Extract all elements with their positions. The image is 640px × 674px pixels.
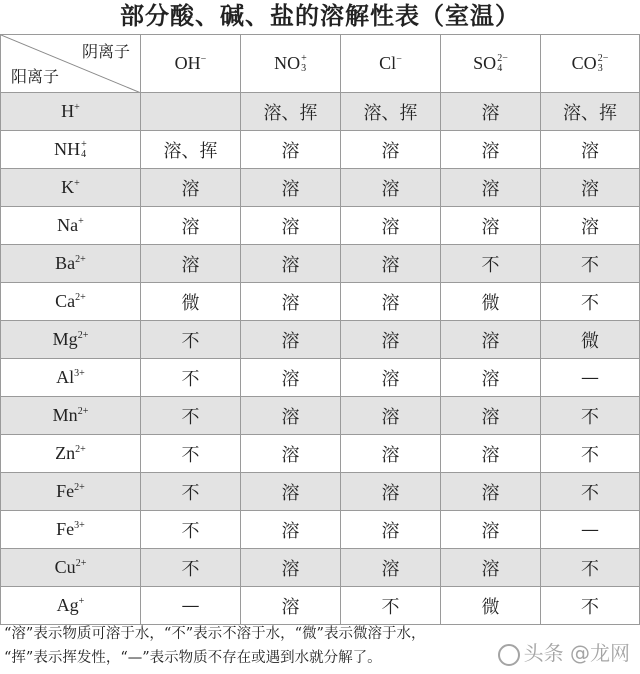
solubility-cell: 溶 [341,549,441,587]
ion-subscript: 4 [497,63,503,75]
solubility-cell: 不 [541,435,640,473]
ion-charge: 2+ [75,254,86,265]
solubility-cell: 不 [541,473,640,511]
ion-subscript: 3 [301,63,307,75]
table-row [1,283,640,321]
cation-formula [56,519,85,539]
ion-subscript: 4 [81,149,87,161]
solubility-cell: 溶 [341,397,441,435]
ion-symbol: Al [56,367,75,387]
table-row [1,93,640,131]
table-row [1,473,640,511]
solubility-cell: — [141,587,241,625]
solubility-cell: 溶 [341,359,441,397]
ion-charge: 2− [497,53,508,65]
anion-formula [274,53,307,73]
ion-subscript: 3 [597,63,603,75]
anion-formula [175,53,207,73]
solubility-cell: 溶 [241,321,341,359]
table-row [1,587,640,625]
ion-symbol: K [61,177,75,197]
solubility-cell: 溶 [341,321,441,359]
ion-charge: 2+ [75,558,87,569]
cation-cell [1,245,141,283]
cation-cell [1,473,141,511]
solubility-cell: 溶 [241,207,341,245]
ion-symbol: NO [274,52,301,73]
cation-formula [55,253,86,273]
solubility-cell: 溶 [541,207,640,245]
anion-axis-label: 阴离子 [81,42,130,61]
solubility-cell: 溶 [541,131,640,169]
corner-header [1,35,141,93]
solubility-cell: 溶、挥 [341,93,441,131]
table-row [1,397,640,435]
watermark [498,637,630,666]
ion-charge: 2+ [77,406,89,417]
solubility-cell: 溶 [241,169,341,207]
ion-charge: + [81,139,87,151]
solubility-cell: 溶 [341,473,441,511]
ion-charge: 2+ [75,292,86,303]
solubility-cell: 溶 [341,283,441,321]
anion-formula [379,53,402,73]
solubility-cell: 不 [541,587,640,625]
solubility-cell: — [541,359,640,397]
cation-cell [1,359,141,397]
solubility-cell: 溶 [241,549,341,587]
cation-formula [55,291,86,311]
table-row [1,359,640,397]
ion-charge: + [74,178,80,189]
solubility-cell: — [541,511,640,549]
solubility-cell: 溶、挥 [141,131,241,169]
ion-symbol: Ag [56,595,79,615]
ion-charge: 2+ [74,482,85,493]
solubility-cell: 溶 [441,435,541,473]
cation-cell [1,207,141,245]
cation-cell [1,131,141,169]
solubility-cell: 不 [141,435,241,473]
ion-symbol: Fe [56,519,75,539]
solubility-cell: 溶 [341,207,441,245]
solubility-cell: 溶 [341,245,441,283]
table-row [1,549,640,587]
cation-cell [1,587,141,625]
ion-symbol: OH [174,53,201,73]
solubility-cell: 溶 [441,473,541,511]
solubility-cell: 溶 [441,131,541,169]
cation-formula [61,101,80,121]
ion-charge: 3+ [74,520,85,531]
solubility-cell: 溶、挥 [541,93,640,131]
cation-formula [56,481,85,501]
cation-cell [1,511,141,549]
solubility-cell: 不 [141,359,241,397]
ion-charge: + [74,102,80,113]
solubility-cell: 溶 [441,397,541,435]
cation-formula [57,215,84,235]
solubility-cell: 溶、挥 [241,93,341,131]
ion-symbol: Mg [52,329,78,349]
solubility-cell: 溶 [241,435,341,473]
cation-formula [54,139,87,159]
solubility-cell: 溶 [241,511,341,549]
ion-symbol: Mn [52,405,78,425]
solubility-cell: 溶 [541,169,640,207]
table-row [1,511,640,549]
solubility-cell: 溶 [341,435,441,473]
solubility-cell [141,93,241,131]
cation-formula [53,329,89,349]
solubility-cell: 溶 [241,359,341,397]
solubility-cell: 不 [541,245,640,283]
cation-cell [1,93,141,131]
solubility-table [0,34,640,625]
cation-cell [1,169,141,207]
cation-formula [55,557,87,577]
anion-formula [473,53,508,73]
table-row [1,207,640,245]
solubility-cell: 溶 [441,207,541,245]
ion-symbol: Cl [379,53,397,73]
solubility-cell: 溶 [341,169,441,207]
solubility-cell: 不 [141,321,241,359]
ion-symbol: Na [57,215,79,235]
solubility-cell: 溶 [441,549,541,587]
ion-charge: 2+ [77,330,89,341]
ion-symbol: SO [473,52,497,73]
ion-symbol: Zn [55,443,76,463]
cation-cell [1,435,141,473]
table-row [1,131,640,169]
solubility-cell: 不 [441,245,541,283]
table-row [1,169,640,207]
solubility-cell: 溶 [141,245,241,283]
solubility-cell: 微 [441,587,541,625]
page-title: 部分酸、碱、盐的溶解性表（室温） [120,1,520,30]
solubility-cell: 不 [141,473,241,511]
solubility-cell: 溶 [341,131,441,169]
solubility-cell: 微 [441,283,541,321]
solubility-cell: 不 [141,397,241,435]
solubility-cell: 溶 [241,587,341,625]
solubility-cell: 不 [341,587,441,625]
anion-header-cell [341,35,441,93]
table-row [1,321,640,359]
solubility-cell: 不 [541,397,640,435]
watermark-text: 头条 @龙网 [523,641,630,665]
legend-note-line: “挥”表示挥发性，“—”表示物质不存在或遇到水就分解了。 [4,650,382,666]
ion-symbol: CO [571,52,597,73]
solubility-cell: 溶 [441,321,541,359]
solubility-cell: 不 [541,283,640,321]
cation-formula [56,367,85,387]
ion-charge: + [78,216,84,227]
solubility-cell: 不 [141,511,241,549]
cation-cell [1,321,141,359]
cation-cell [1,283,141,321]
ion-charge: 3+ [74,368,85,379]
watermark-logo-icon [498,644,520,666]
table-row [1,245,640,283]
ion-charge: − [396,54,402,65]
ion-symbol: Fe [56,481,75,501]
solubility-cell: 溶 [241,131,341,169]
solubility-cell: 溶 [241,397,341,435]
solubility-cell: 微 [541,321,640,359]
ion-charge: 2+ [75,444,86,455]
ion-symbol: Ca [55,291,76,311]
ion-symbol: Ba [55,253,76,273]
solubility-cell: 溶 [441,93,541,131]
anion-formula [572,53,609,73]
ion-charge: − [200,54,207,65]
solubility-cell: 溶 [241,283,341,321]
ion-symbol: NH [54,138,81,159]
solubility-cell: 不 [141,549,241,587]
anion-header-cell [141,35,241,93]
anion-header-cell [241,35,341,93]
anion-header-cell [441,35,541,93]
solubility-cell: 溶 [141,169,241,207]
anion-header-cell [541,35,640,93]
solubility-cell: 溶 [441,511,541,549]
table-row [1,435,640,473]
ion-charge: 2− [597,53,609,65]
ion-charge: + [78,596,85,607]
cation-formula [61,177,80,197]
ion-symbol: Cu [54,557,76,577]
solubility-cell: 不 [541,549,640,587]
solubility-cell: 微 [141,283,241,321]
solubility-cell: 溶 [241,245,341,283]
solubility-cell: 溶 [441,169,541,207]
solubility-cell: 溶 [241,473,341,511]
ion-symbol: H [61,101,75,121]
solubility-cell: 溶 [141,207,241,245]
cation-cell [1,397,141,435]
cation-formula [57,595,85,615]
solubility-cell: 溶 [441,359,541,397]
ion-charge: + [301,53,307,65]
cation-cell [1,549,141,587]
cation-axis-label: 阳离子 [11,67,60,86]
legend-note-line: “溶”表示物质可溶于水，“不”表示不溶于水，“微”表示微溶于水， [4,626,426,642]
cation-formula [53,405,89,425]
cation-formula [55,443,86,463]
solubility-cell: 溶 [341,511,441,549]
header-row [1,35,640,93]
